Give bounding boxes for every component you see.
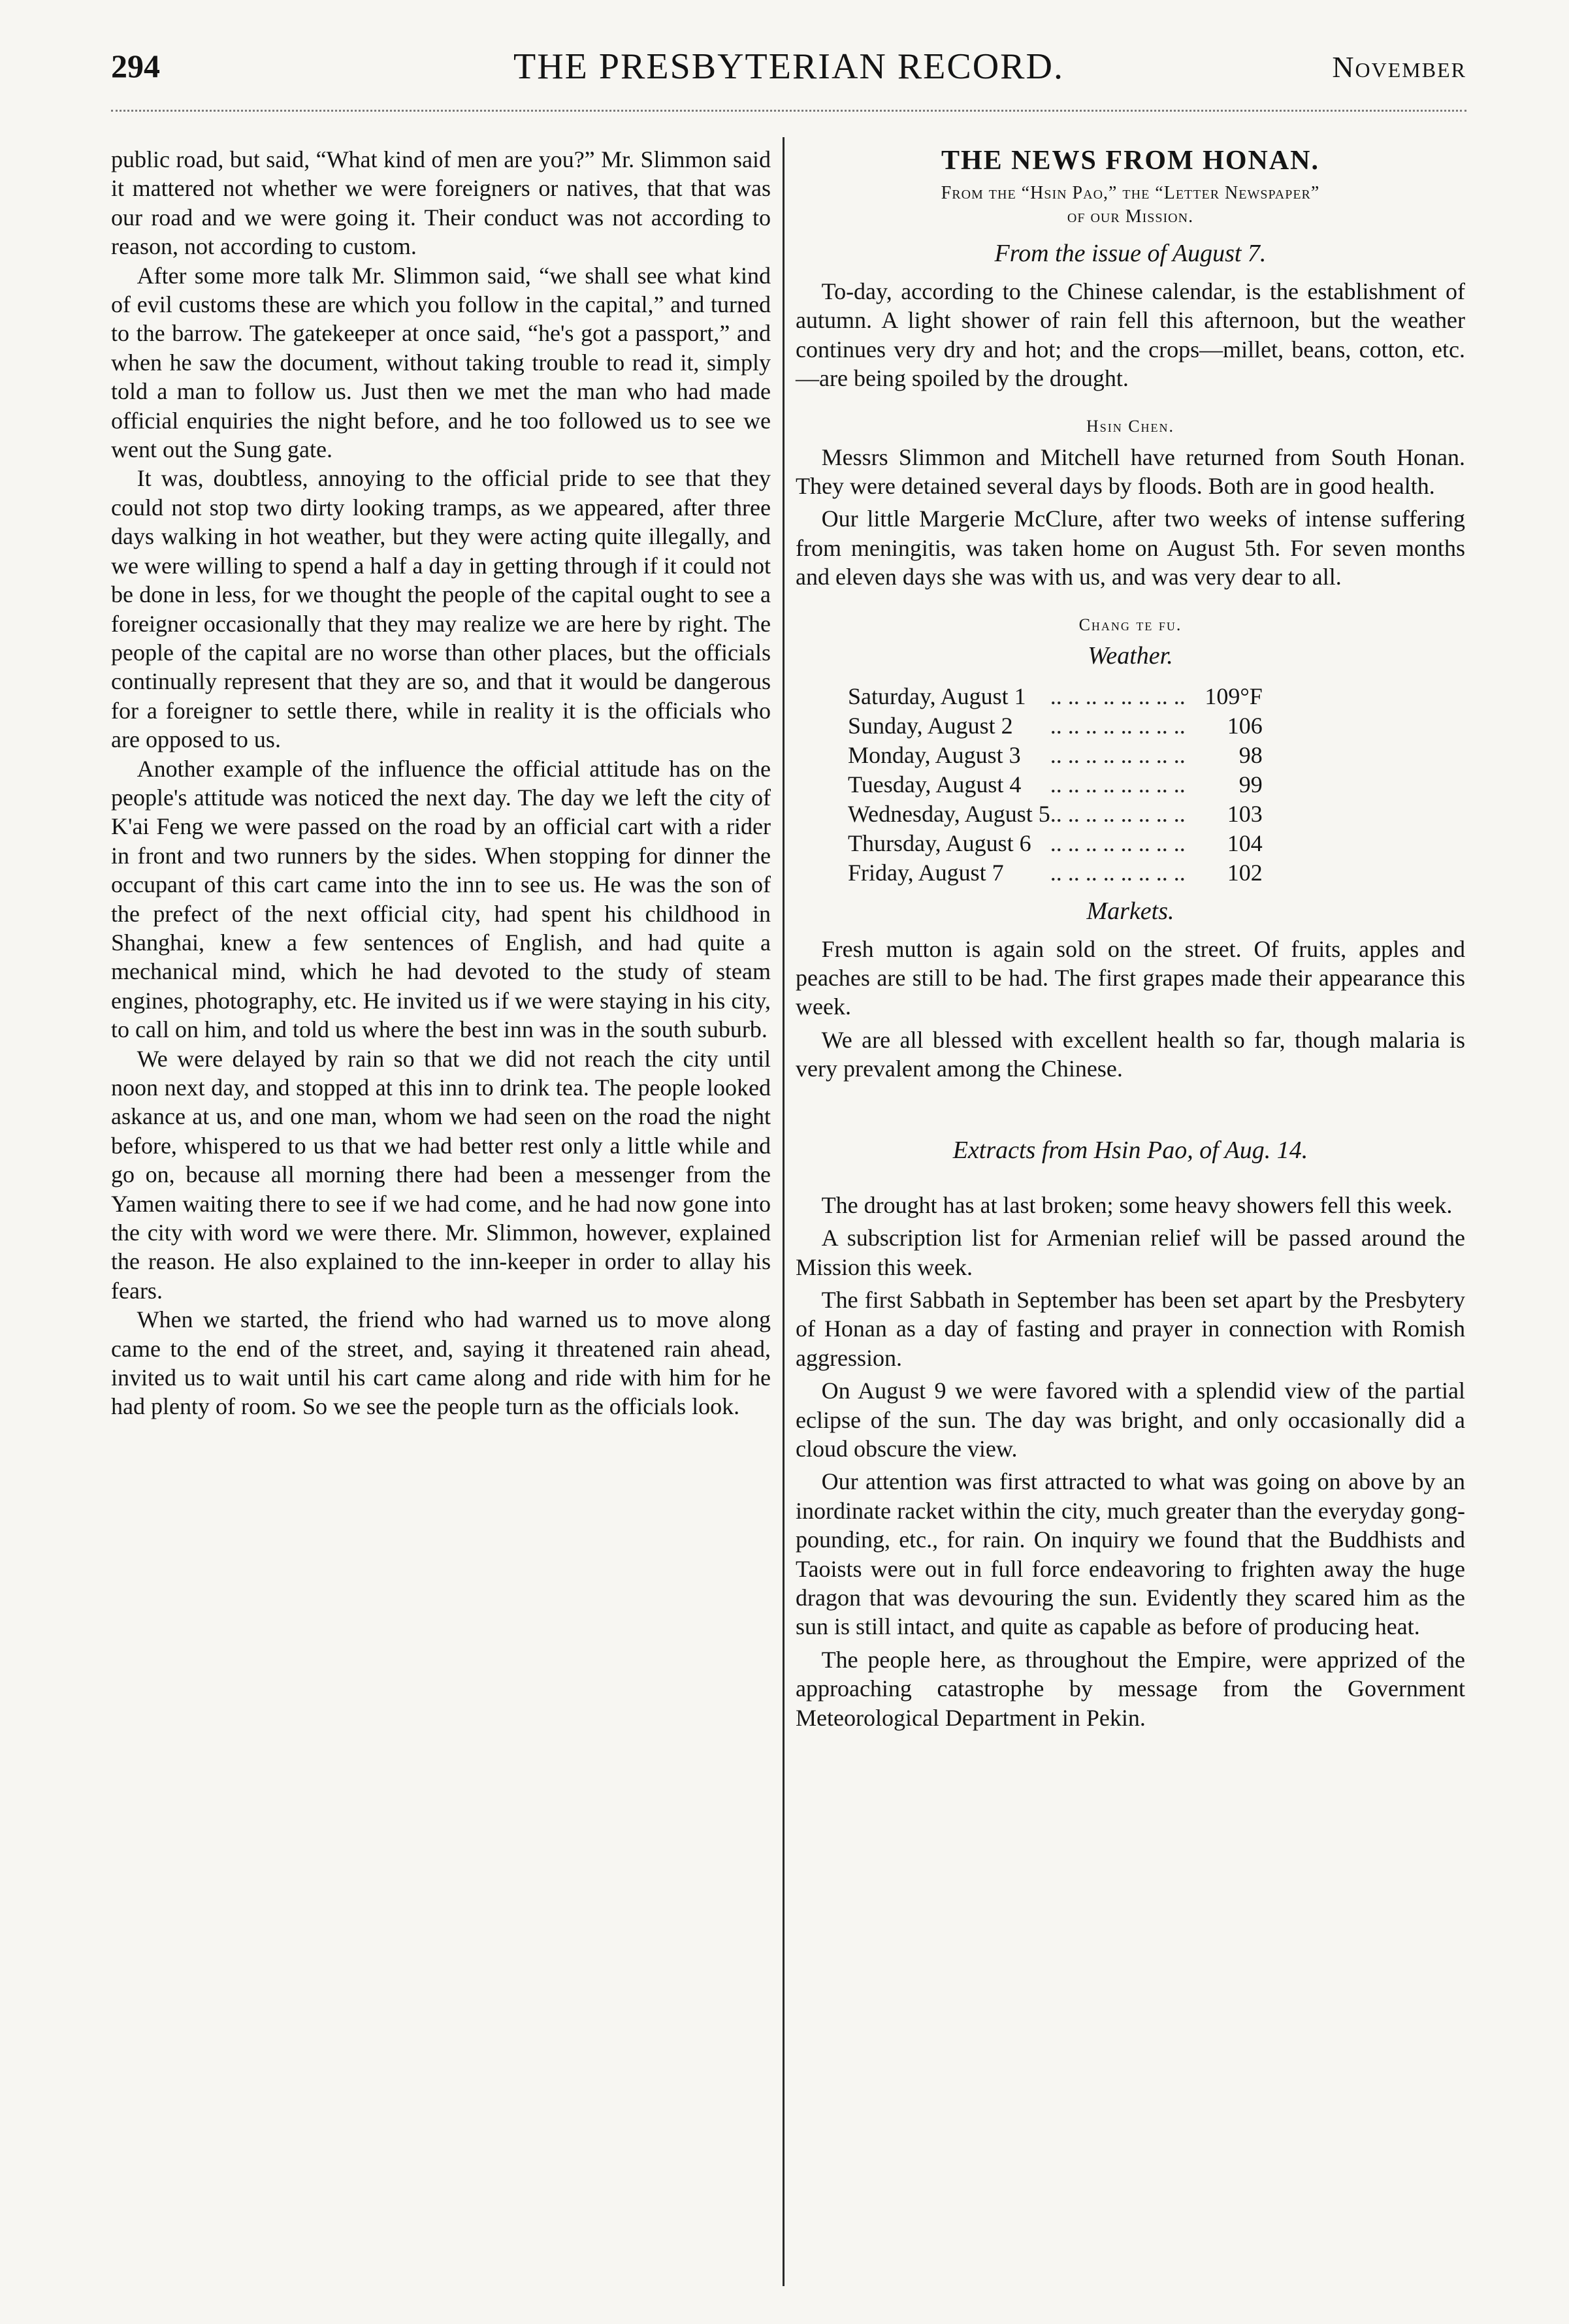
leader-dots: .. .. .. .. .. .. .. ..: [1050, 830, 1186, 856]
weather-day: Sunday, August 2: [848, 712, 1013, 739]
news-paragraph: The drought has at last broken; some heavy showers fell this week.: [821, 1191, 1453, 1218]
weather-value: 102: [1227, 859, 1263, 886]
weather-day: Saturday, August 1: [848, 683, 1026, 709]
article-paragraph: When we started, the friend who had warned us to move along came to the end of the street, and, saying it threatened rain ahead, invited us to wait until his cart came along and ride with him for he had plenty of room. So we see the people turn as the officials look.: [111, 1306, 771, 1420]
right-column: [796, 145, 1465, 1732]
news-paragraph: The first Sabbath in September has been set apart by the Presbytery of Honan as a day of fasting and prayer in connection with Romish aggression.: [796, 1286, 1465, 1371]
page-header: [111, 40, 1466, 99]
weather-row: [848, 741, 1263, 770]
left-column: [111, 145, 771, 1421]
weather-row: [848, 770, 1263, 799]
news-paragraph: To-day, according to the Chinese calendar, is the establishment of autumn. A light shower of rain fell this afternoon, but the weather continues very dry and hot; and the crops—millet, beans, cotton, etc.—are being spoiled by the drought.: [796, 278, 1465, 392]
news-paragraph: The people here, as throughout the Empire, were apprized of the approaching catastrophe by message from the Government Meteorological Department in Pekin.: [796, 1646, 1465, 1731]
weather-day: Thursday, August 6: [848, 830, 1031, 856]
weather-day: Friday, August 7: [848, 859, 1004, 886]
leader-dots: .. .. .. .. .. .. .. ..: [1050, 859, 1186, 886]
issue-month: November: [1332, 50, 1466, 84]
article-paragraph: Another example of the influence the official attitude has on the people's attitude was noticed the next day. The day we left the city of K'ai Feng we were passed on the road by an official cart with a rider in front and two runners by the sides. When stopping for dinner the occupant of this cart came into the inn to see us. He was the son of the prefect of the next official city, had spent his childhood in Shanghai, knew a few sentences of English, and had quite a mechanical mind, which he had devoted to the study of steam engines, photography, etc. He invited us if we were staying in his city, to call on him, and told us where the best inn was in the south suburb.: [111, 755, 771, 1043]
leader-dots: .. .. .. .. .. .. .. ..: [1050, 800, 1186, 827]
article-paragraph: After some more talk Mr. Slimmon said, “we shall see what kind of evil customs these are which you follow in the capital,” and turned to the barrow. The gatekeeper at once said, “he's got a passport,” and when he saw the document, without taking trouble to read it, simply told a man to follow us. Just then we met the man who had made official enquiries the night before, and he too followed us to see we went out the Sung gate.: [111, 262, 771, 463]
weather-table: [848, 682, 1263, 888]
article-paragraph: It was, doubtless, annoying to the official pride to see that they could not stop two dirty looking tramps, as we appeared, after three days walking in hot weather, but they were acting quite illegally, and we were willing to spend a half a day in getting through if it could not be done in less, for we thought the people of the capital ought to see a foreigner occasionally that they may realize we are here by right. The people of the capital are no worse than other places, but the officials continually represent that they are so, and that it would be dangerous for a foreigner to settle there, while in reality it is the officials who are opposed to us.: [111, 465, 771, 753]
station-heading-hsin-chen: Hsin Chen.: [1086, 416, 1175, 436]
source-line: From the “Hsin Pao,” the “Letter Newspaper”: [941, 183, 1320, 203]
weather-row: [848, 711, 1263, 741]
weather-row: [848, 858, 1263, 888]
weather-row: [848, 682, 1263, 711]
weather-value: 99: [1238, 771, 1263, 798]
news-paragraph: Our little Margerie McClure, after two weeks of intense suffering from meningitis, was taken home on August 5th. For seven months and eleven days she was with us, and was very dear to all.: [796, 506, 1465, 590]
weather-row: [848, 799, 1263, 829]
article-paragraph: We were delayed by rain so that we did not reach the city until noon next day, and stopped at this inn to drink tea. The people looked askance at us, and one man, whom we had seen on the road the night before, whispered to us that we had better rest only a little while and go on, because all morning there had been a messenger from the Yamen waiting there to see if we had come, and he had now gone into the city with word we were there. Mr. Slimmon, however, explained the reason. He also explained to the inn-keeper in order to allay his fears.: [111, 1045, 771, 1304]
weather-value: 106: [1227, 712, 1263, 739]
markets-heading: Markets.: [1086, 897, 1174, 925]
section-title: THE NEWS FROM HONAN.: [941, 146, 1320, 176]
news-paragraph: We are all blessed with excellent health so far, though malaria is very prevalent among the Chinese.: [796, 1026, 1465, 1082]
weather-day: Wednesday, August 5: [848, 800, 1050, 827]
weather-value: 109°F: [1205, 683, 1263, 709]
article-paragraph: public road, but said, “What kind of men are you?” Mr. Slimmon said it mattered not whether we were foreigners or natives, that that was our road and we were going it. Their conduct was not according to reason, not according to custom.: [111, 146, 771, 260]
news-paragraph: Our attention was first attracted to what was going on above by an inordinate racket within the city, much greater than the everyday gong-pounding, etc., for rain. On inquiry we found that the Buddhists and Taoists were out in full force endeavoring to frighten away the huge dragon that was devouring the sun. Evidently they scared him as the sun is still intact, and quite as capable as before of producing heat.: [796, 1468, 1465, 1640]
weather-value: 104: [1227, 830, 1263, 856]
weather-day: Tuesday, August 4: [848, 771, 1022, 798]
leader-dots: .. .. .. .. .. .. .. ..: [1050, 712, 1186, 739]
news-paragraph: A subscription list for Armenian relief will be passed around the Mission this week.: [796, 1225, 1465, 1280]
weather-day: Monday, August 3: [848, 741, 1021, 768]
journal-title: THE PRESBYTERIAN RECORD.: [513, 46, 1064, 87]
station-heading-chang-te-fu: Chang te fu.: [1078, 615, 1182, 634]
header-rule: [111, 110, 1466, 112]
weather-value: 98: [1238, 741, 1263, 768]
weather-row: [848, 829, 1263, 858]
news-paragraph: On August 9 we were favored with a splendid view of the partial eclipse of the sun. The day was bright, and only occasionally did a cloud obscure the view.: [796, 1378, 1465, 1462]
leader-dots: .. .. .. .. .. .. .. ..: [1050, 741, 1186, 768]
news-paragraph: Fresh mutton is again sold on the street. Of fruits, apples and peaches are still to be had. The first grapes made their appearance this week.: [796, 935, 1465, 1020]
column-divider: [783, 137, 784, 2286]
leader-dots: .. .. .. .. .. .. .. ..: [1050, 683, 1186, 709]
news-paragraph: Messrs Slimmon and Mitchell have returned from South Honan. They were detained several days by floods. Both are in good health.: [796, 444, 1465, 500]
issue-heading: From the issue of August 7.: [994, 240, 1267, 267]
source-line: of our Mission.: [1067, 206, 1194, 227]
leader-dots: .. .. .. .. .. .. .. ..: [1050, 771, 1186, 798]
weather-heading: Weather.: [1088, 641, 1173, 670]
weather-value: 103: [1227, 800, 1263, 827]
page-number: 294: [111, 48, 160, 84]
extracts-heading: Extracts from Hsin Pao, of Aug. 14.: [952, 1136, 1308, 1164]
